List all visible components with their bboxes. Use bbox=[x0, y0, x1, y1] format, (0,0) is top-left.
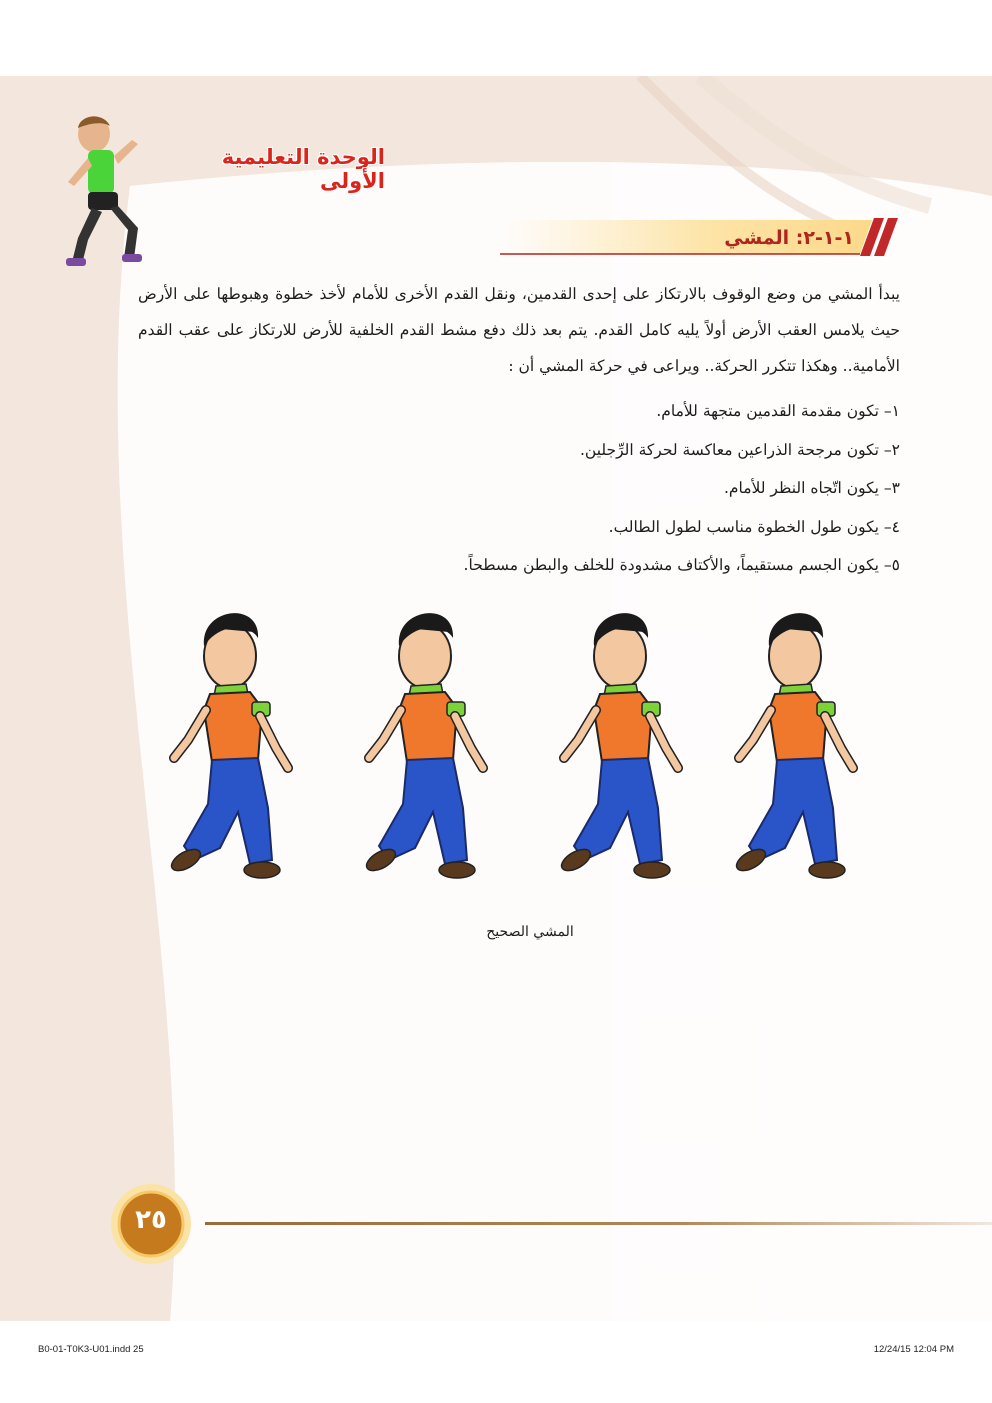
runner-illustration bbox=[52, 112, 152, 277]
body-paragraph: يبدأ المشي من وضع الوقوف بالارتكاز على إحدى القدمين، ونقل القدم الأخرى للأمام لأخذ خطوة وهبوطها على الأرض حيث يلامس العقب الأرض أولاً يليه كامل القدم. يتم بعد ذلك دفع مشط القدم الخلفية للأرض للارتكاز على عقب القدم الأمامية.. وهكذا تتكرر الحركة.. ويراعى في حركة المشي أن : bbox=[138, 285, 900, 375]
walking-figures-illustration bbox=[150, 598, 880, 898]
list-item: ٣– يكون اتّجاه النظر للأمام. bbox=[723, 479, 900, 497]
walker-figure-2 bbox=[363, 613, 483, 878]
unit-title: الوحدة التعليمية الأولى bbox=[221, 145, 385, 193]
print-slug-file: B0-01-T0K3-U01.indd 25 bbox=[38, 1344, 144, 1355]
page-number: ٢٥ bbox=[135, 1205, 167, 1235]
print-slug-date: 12/24/15 12:04 PM bbox=[873, 1344, 954, 1355]
list-item: ٢– تكون مرجحة الذراعين معاكسة لحركة الرِّجلين. bbox=[579, 440, 900, 459]
walker-figure-4 bbox=[733, 613, 853, 878]
list-item: ٥– يكون الجسم مستقيماً، والأكتاف مشدودة للخلف والبطن مسطحاً. bbox=[463, 556, 900, 574]
criteria-list bbox=[300, 392, 900, 585]
walker-figure-3 bbox=[558, 613, 678, 878]
walker-figure-1 bbox=[168, 613, 288, 878]
footer-rule bbox=[205, 1222, 992, 1225]
page-number-badge bbox=[110, 1183, 192, 1265]
section-header-bar bbox=[500, 212, 900, 262]
list-item: ١– تكون مقدمة القدمين متجهة للأمام. bbox=[656, 402, 900, 420]
figure-caption: المشي الصحيح bbox=[486, 924, 574, 940]
section-title: ١-١-٢: المشي bbox=[724, 227, 854, 249]
list-item: ٤– يكون طول الخطوة مناسب لطول الطالب. bbox=[608, 517, 900, 536]
